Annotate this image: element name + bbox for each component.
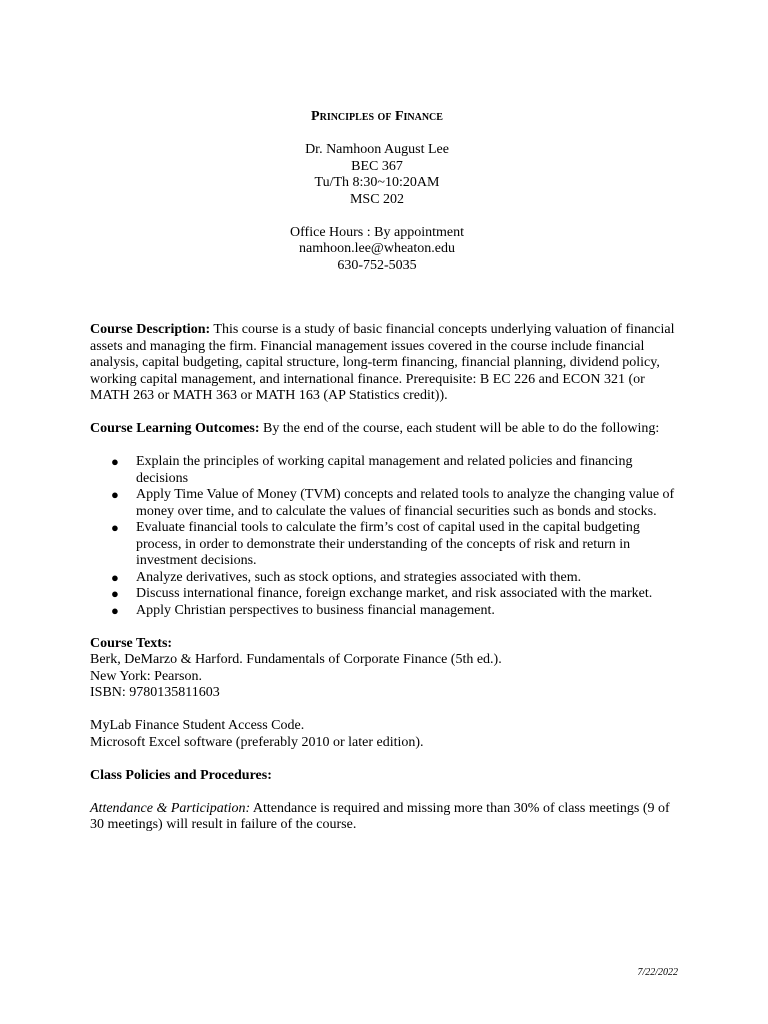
policies-heading: Class Policies and Procedures:: [90, 767, 272, 783]
list-item: [90, 520, 680, 570]
office-location: BEC 367: [351, 158, 403, 174]
course-texts: [90, 636, 680, 702]
bullet-icon: ●: [111, 569, 119, 585]
instructor-phone: 630-752-5035: [337, 257, 417, 273]
list-item: [90, 454, 680, 487]
list-item-text: Discuss international finance, foreign exchange market, and risk associated with the market.: [136, 586, 653, 601]
attendance-text: Attendance is required and missing more than 30% of class meetings (9 of 30 meetings) will result in failure of the course.: [90, 800, 670, 832]
bullet-icon: ●: [111, 602, 119, 618]
course-header: [0, 109, 754, 274]
instructor-email: namhoon.lee@wheaton.edu: [299, 241, 455, 256]
learning-outcomes-list: [90, 454, 680, 619]
mylab-access: MyLab Finance Student Access Code.: [90, 718, 305, 733]
list-item: [90, 487, 680, 520]
list-item-text: Apply Christian perspectives to business financial management.: [136, 602, 495, 618]
list-item-text: Explain the principles of working capital management and related policies and financing decisions: [136, 454, 633, 486]
list-item-text: Apply Time Value of Money (TVM) concepts and related tools to analyze the changing value of money over time, and to calculate the values of financial securities such as bonds and stocks.: [136, 487, 675, 519]
course-materials: [90, 718, 680, 751]
course-description-label: Course Description:: [90, 322, 211, 337]
office-hours: Office Hours : By appointment: [290, 224, 464, 240]
instructor-name: Dr. Namhoon August Lee: [305, 142, 449, 157]
learning-outcomes-label: Course Learning Outcomes:: [90, 421, 260, 436]
list-item-text: Analyze derivatives, such as stock options, and strategies associated with them.: [136, 569, 582, 585]
bullet-icon: ●: [111, 454, 119, 469]
course-description-text: This course is a study of basic financial concepts underlying valuation of financial assets and managing the firm. Financial management issues covered in the course include financial analysis, capital budgeting, capital structure, long-term financing, financial planning, dividend policy, working capital management, and international finance. Prerequisite: B EC 226 and ECON 321 (or MATH 263 or MATH 363 or MATH 163 (AP Statistics credit)).: [90, 322, 675, 403]
textbook-citation: Berk, DeMarzo & Harford. Fundamentals of Corporate Finance (5th ed.).: [90, 652, 502, 667]
course-description: [90, 322, 680, 405]
footer-date: 7/22/2022: [637, 967, 678, 978]
course-texts-label: Course Texts:: [90, 635, 173, 651]
bullet-icon: ●: [111, 487, 119, 502]
bullet-icon: ●: [111, 520, 119, 535]
list-item: [90, 570, 680, 587]
attendance-policy: [90, 801, 680, 834]
course-title: Principles of Finance: [311, 109, 443, 124]
list-item: [90, 603, 680, 620]
class-room: MSC 202: [349, 191, 405, 207]
attendance-label: Attendance & Participation:: [90, 800, 251, 816]
syllabus-body: [90, 322, 680, 850]
learning-outcomes-heading: [90, 421, 680, 438]
list-item: [90, 586, 680, 603]
learning-outcomes-intro: By the end of the course, each student will be able to do the following:: [259, 421, 660, 436]
class-schedule: Tu/Th 8:30~10:20AM: [314, 175, 440, 190]
excel-software: Microsoft Excel software (preferably 2010 or later edition).: [90, 734, 424, 750]
textbook-isbn: ISBN: 9780135811603: [90, 685, 220, 700]
bullet-icon: ●: [111, 586, 119, 601]
textbook-publisher: New York: Pearson.: [90, 668, 202, 684]
list-item-text: Evaluate financial tools to calculate the firm’s cost of capital used in the capital budgeting process, in order to demonstrate their understanding of the concepts of risk and return in investment decisions.: [136, 520, 640, 568]
